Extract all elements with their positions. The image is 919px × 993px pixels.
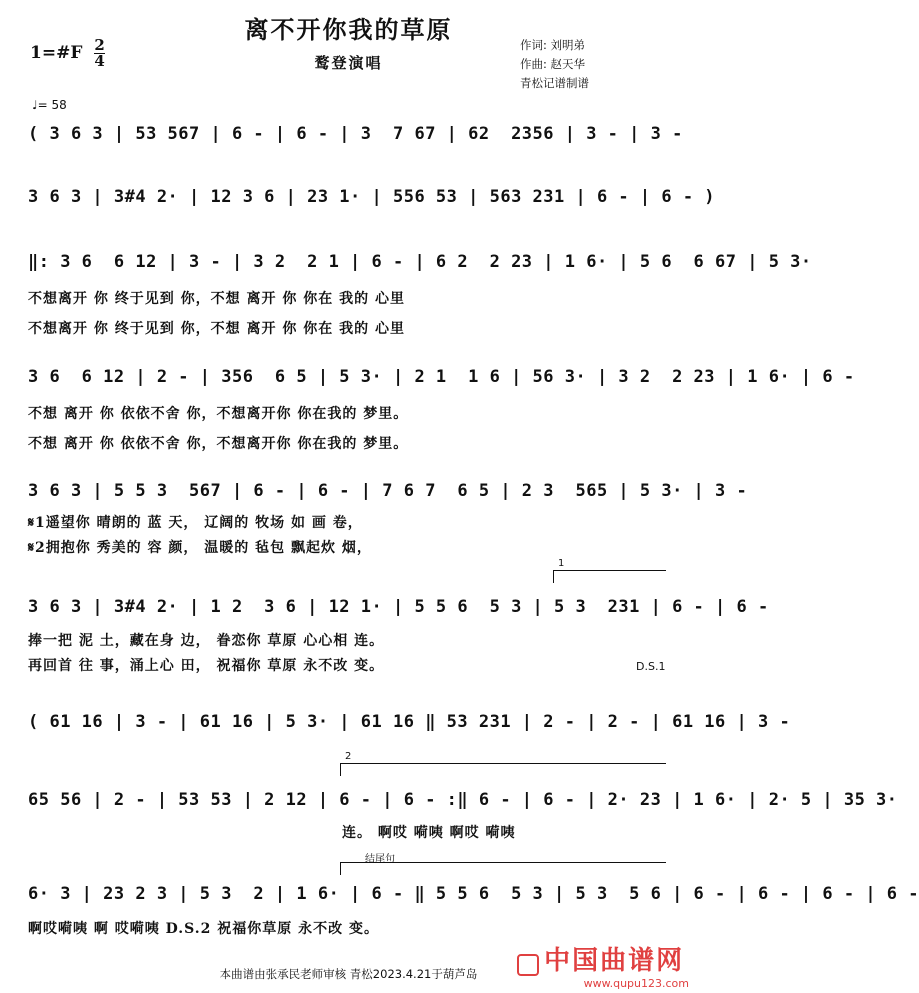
lyric-line: 不想 离开 你 依依不舍 你，不想离开你 你在我的 梦里。 bbox=[28, 406, 409, 422]
volta-1 bbox=[553, 558, 666, 583]
stave-notes: 6· 3 | 23 2 3 | 5 3 2 | 1 6· | 6 - ‖ 5 5 6 5 3 | 5 3 5 6 | 6 - | 6 - | 6 - | 6 - bbox=[28, 884, 919, 904]
lyric-line: 连。 啊哎 嗬咦 啊哎 嗬咦 bbox=[342, 825, 516, 841]
time-bottom: 4 bbox=[94, 52, 105, 70]
watermark-logo bbox=[517, 940, 689, 990]
song-title: 离不开你我的草原 bbox=[244, 15, 453, 44]
volta-number: 1 bbox=[558, 558, 565, 569]
tempo-marking: ♩= 58 bbox=[32, 98, 67, 112]
lyric-line: 𝄋1遥望你 晴朗的 蓝 天， 辽阔的 牧场 如 画 卷， bbox=[28, 515, 363, 531]
time-signature bbox=[94, 38, 104, 69]
coda-bracket bbox=[340, 854, 666, 875]
volta-number: 2 bbox=[345, 751, 352, 762]
stave-notes: 65 56 | 2 - | 53 53 | 2 12 | 6 - | 6 - :‖ 6 - | 6 - | 2· 23 | 1 6· | 2· 5 | 35 3· bbox=[28, 790, 898, 810]
stave-5 bbox=[28, 474, 748, 508]
lyric-line: 𝄋2拥抱你 秀美的 容 颜， 温暖的 毡包 飘起炊 烟， bbox=[28, 540, 372, 556]
stave-notes: 3 6 6 12 | 2 - | 356 6 5 | 5 3· | 2 1 1 6 | 56 3· | 3 2 2 23 | 1 6· | 6 - bbox=[28, 367, 855, 387]
stave-notes: 3 6 3 | 3#4 2· | 12 3 6 | 23 1· | 556 53 | 563 231 | 6 - | 6 - ) bbox=[28, 187, 716, 207]
arranger: 青松记谱制谱 bbox=[520, 76, 589, 90]
watermark-text: 中国曲谱网 bbox=[544, 946, 685, 976]
key-signature bbox=[30, 38, 105, 69]
coda-label: 结尾句 bbox=[365, 854, 395, 865]
stave-8 bbox=[28, 783, 898, 817]
watermark-url: www.qupu123.com bbox=[583, 977, 689, 990]
credits bbox=[520, 36, 589, 93]
lyricist: 作词: 刘明弟 bbox=[520, 38, 586, 52]
stave-9 bbox=[28, 877, 919, 911]
singer-credit: 鹜登演唱 bbox=[314, 54, 383, 72]
lyric-line: 再回首 往 事，涌上心 田， 祝福你 草原 永不改 变。 bbox=[28, 658, 385, 674]
composer: 作曲: 赵天华 bbox=[520, 57, 586, 71]
ds1-marking: D.S.1 bbox=[636, 660, 666, 673]
stave-notes: 3 6 3 | 3#4 2· | 1 2 3 6 | 12 1· | 5 5 6 5 3 | 5 3 231 | 6 - | 6 - bbox=[28, 597, 769, 617]
stave-notes: ‖: 3 6 6 12 | 3 - | 3 2 2 1 | 6 - | 6 2 2 23 | 1 6· | 5 6 6 67 | 5 3· bbox=[28, 252, 812, 272]
footer-note: 本曲谱由张承民老师审核 青松2023.4.21于葫芦岛 bbox=[219, 967, 478, 981]
stave-6 bbox=[28, 590, 769, 624]
time-top: 2 bbox=[94, 36, 105, 54]
stave-3 bbox=[28, 245, 812, 279]
stave-4 bbox=[28, 360, 855, 394]
lyric-line: 不想离开 你 终于见到 你，不想 离开 你 你在 我的 心里 bbox=[28, 321, 405, 337]
stave-2 bbox=[28, 180, 716, 214]
volta-2 bbox=[340, 751, 666, 776]
logo-icon bbox=[517, 954, 539, 976]
stave-1 bbox=[28, 117, 683, 151]
stave-notes: ( 61 16 | 3 - | 61 16 | 5 3· | 61 16 ‖ 53 231 | 2 - | 2 - | 61 16 | 3 - bbox=[28, 712, 791, 732]
stave-notes: 3 6 3 | 5 5 3 567 | 6 - | 6 - | 7 6 7 6 5 | 2 3 565 | 5 3· | 3 - bbox=[28, 481, 748, 501]
stave-notes: ( 3 6 3 | 53 567 | 6 - | 6 - | 3 7 67 | 62 2356 | 3 - | 3 - bbox=[28, 124, 683, 144]
lyric-line: 不想 离开 你 依依不舍 你，不想离开你 你在我的 梦里。 bbox=[28, 436, 409, 452]
lyric-line: 捧一把 泥 土，藏在身 边， 眷恋你 草原 心心相 连。 bbox=[28, 633, 385, 649]
lyric-line: 不想离开 你 终于见到 你，不想 离开 你 你在 我的 心里 bbox=[28, 291, 405, 307]
stave-7 bbox=[28, 705, 791, 749]
key-label: 1=#F bbox=[30, 43, 83, 63]
lyric-line: 啊哎嗬咦 啊 哎嗬咦 D.S.2 祝福你草原 永不改 变。 bbox=[28, 921, 379, 937]
